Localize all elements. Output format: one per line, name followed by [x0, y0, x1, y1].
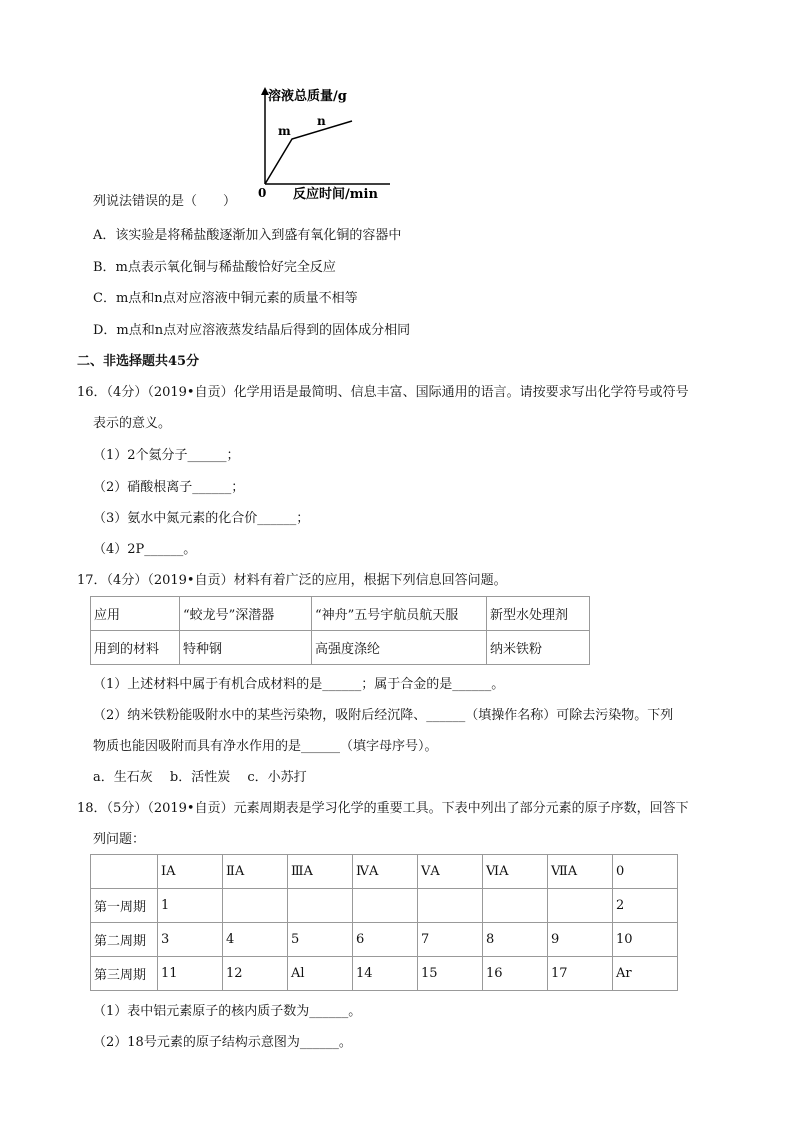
table-cell: Al — [288, 957, 353, 991]
table-cell — [483, 889, 548, 923]
table-cell: 8 — [483, 923, 548, 957]
table-cell: 新型水处理剂 — [487, 597, 590, 631]
table-cell: 纳米铁粉 — [487, 631, 590, 665]
q15-option-d: D．m点和n点对应溶液蒸发结晶后得到的固体成分相同 — [93, 323, 411, 338]
table-cell: 第一周期 — [91, 889, 158, 923]
table-cell — [223, 889, 288, 923]
table-cell: ⅢA — [288, 855, 353, 889]
graph-point-n: n — [317, 114, 326, 128]
table-row — [91, 923, 678, 957]
table-cell: 9 — [548, 923, 613, 957]
table-cell: Ar — [613, 957, 678, 991]
q16-item-3: （3）氨水中氮元素的化合价______； — [93, 511, 310, 526]
table-cell: 7 — [418, 923, 483, 957]
q16-item-4: （4）2P______。 — [93, 542, 197, 557]
table-cell: 3 — [158, 923, 223, 957]
periodic-table — [90, 854, 678, 991]
table-cell: “神舟”五号宇航员航天服 — [312, 597, 487, 631]
table-cell: “蛟龙号”深潜器 — [180, 597, 312, 631]
q15-stem-tail: 列说法错误的是（ ） — [93, 194, 237, 209]
table-cell: 0 — [613, 855, 678, 889]
table-row — [91, 855, 678, 889]
table-cell: ⅣA — [353, 855, 418, 889]
table-cell: 12 — [223, 957, 288, 991]
table-cell: 应用 — [91, 597, 180, 631]
q15-option-c: C．m点和n点对应溶液中铜元素的质量不相等 — [93, 291, 358, 306]
table-cell: 15 — [418, 957, 483, 991]
table-row — [91, 957, 678, 991]
table-cell: 11 — [158, 957, 223, 991]
q16-item-2: （2）硝酸根离子______； — [93, 480, 245, 495]
q18-sub2: （2）18号元素的原子结构示意图为______。 — [93, 1035, 352, 1050]
table-cell: ⅥA — [483, 855, 548, 889]
table-cell: 用到的材料 — [91, 631, 180, 665]
table-cell: ⅡA — [223, 855, 288, 889]
reaction-graph — [240, 84, 400, 204]
q15-option-a: A．该实验是将稀盐酸逐渐加入到盛有氧化铜的容器中 — [93, 228, 402, 243]
table-cell: 16 — [483, 957, 548, 991]
graph-xlabel: 反应时间/min — [293, 187, 378, 202]
graph-origin: 0 — [258, 186, 267, 200]
q17-stem: 17．（4分）（2019•自贡）材料有着广泛的应用，根据下列信息回答问题。 — [77, 573, 507, 588]
table-cell: 2 — [613, 889, 678, 923]
section2-title: 二、非选择题共45分 — [77, 354, 200, 369]
table-cell: 第二周期 — [91, 923, 158, 957]
q18-sub1: （1）表中铝元素原子的核内质子数为______。 — [93, 1004, 362, 1019]
table-cell: 高强度涤纶 — [312, 631, 487, 665]
graph-ylabel: 溶液总质量/g — [268, 89, 347, 104]
q16-line1: 16．（4分）（2019•自贡）化学用语是最简明、信息丰富、国际通用的语言。请按要求写出化学符号或符号 — [77, 385, 689, 400]
table-cell: 5 — [288, 923, 353, 957]
q15-option-b: B．m点表示氧化铜与稀盐酸恰好完全反应 — [93, 260, 336, 275]
table-row — [91, 889, 678, 923]
table-cell: 10 — [613, 923, 678, 957]
table-cell: 1 — [158, 889, 223, 923]
table-cell: 14 — [353, 957, 418, 991]
graph-point-m: m — [278, 124, 291, 138]
table-cell: 6 — [353, 923, 418, 957]
q16-item-1: （1）2个氦分子______； — [93, 448, 240, 463]
table-cell: ⅤA — [418, 855, 483, 889]
table-cell: 4 — [223, 923, 288, 957]
table-cell: ⅠA — [158, 855, 223, 889]
table-cell: 17 — [548, 957, 613, 991]
q17-sub1: （1）上述材料中属于有机合成材料的是______；属于合金的是______。 — [93, 677, 505, 692]
table-cell — [91, 855, 158, 889]
table-cell: 第三周期 — [91, 957, 158, 991]
q17-sub2b: 物质也能因吸附而具有净水作用的是______（填字母序号）。 — [93, 739, 438, 754]
q16-line2: 表示的意义。 — [93, 416, 172, 431]
table-cell — [418, 889, 483, 923]
table-cell: ⅦA — [548, 855, 613, 889]
table-cell — [548, 889, 613, 923]
table-cell — [288, 889, 353, 923]
q17-materials-table — [90, 596, 590, 665]
q18-stem-line2: 列问题： — [93, 832, 146, 847]
table-cell — [353, 889, 418, 923]
q17-choices: a．生石灰 b．活性炭 c．小苏打 — [93, 770, 307, 785]
q18-stem-line1: 18．（5分）（2019•自贡）元素周期表是学习化学的重要工具。下表中列出了部分元素的原子序数，回答下 — [77, 801, 689, 816]
q17-sub2a: （2）纳米铁粉能吸附水中的某些污染物，吸附后经沉降、______（填操作名称）可除去污染物。下列 — [93, 708, 674, 723]
table-cell: 特种钢 — [180, 631, 312, 665]
